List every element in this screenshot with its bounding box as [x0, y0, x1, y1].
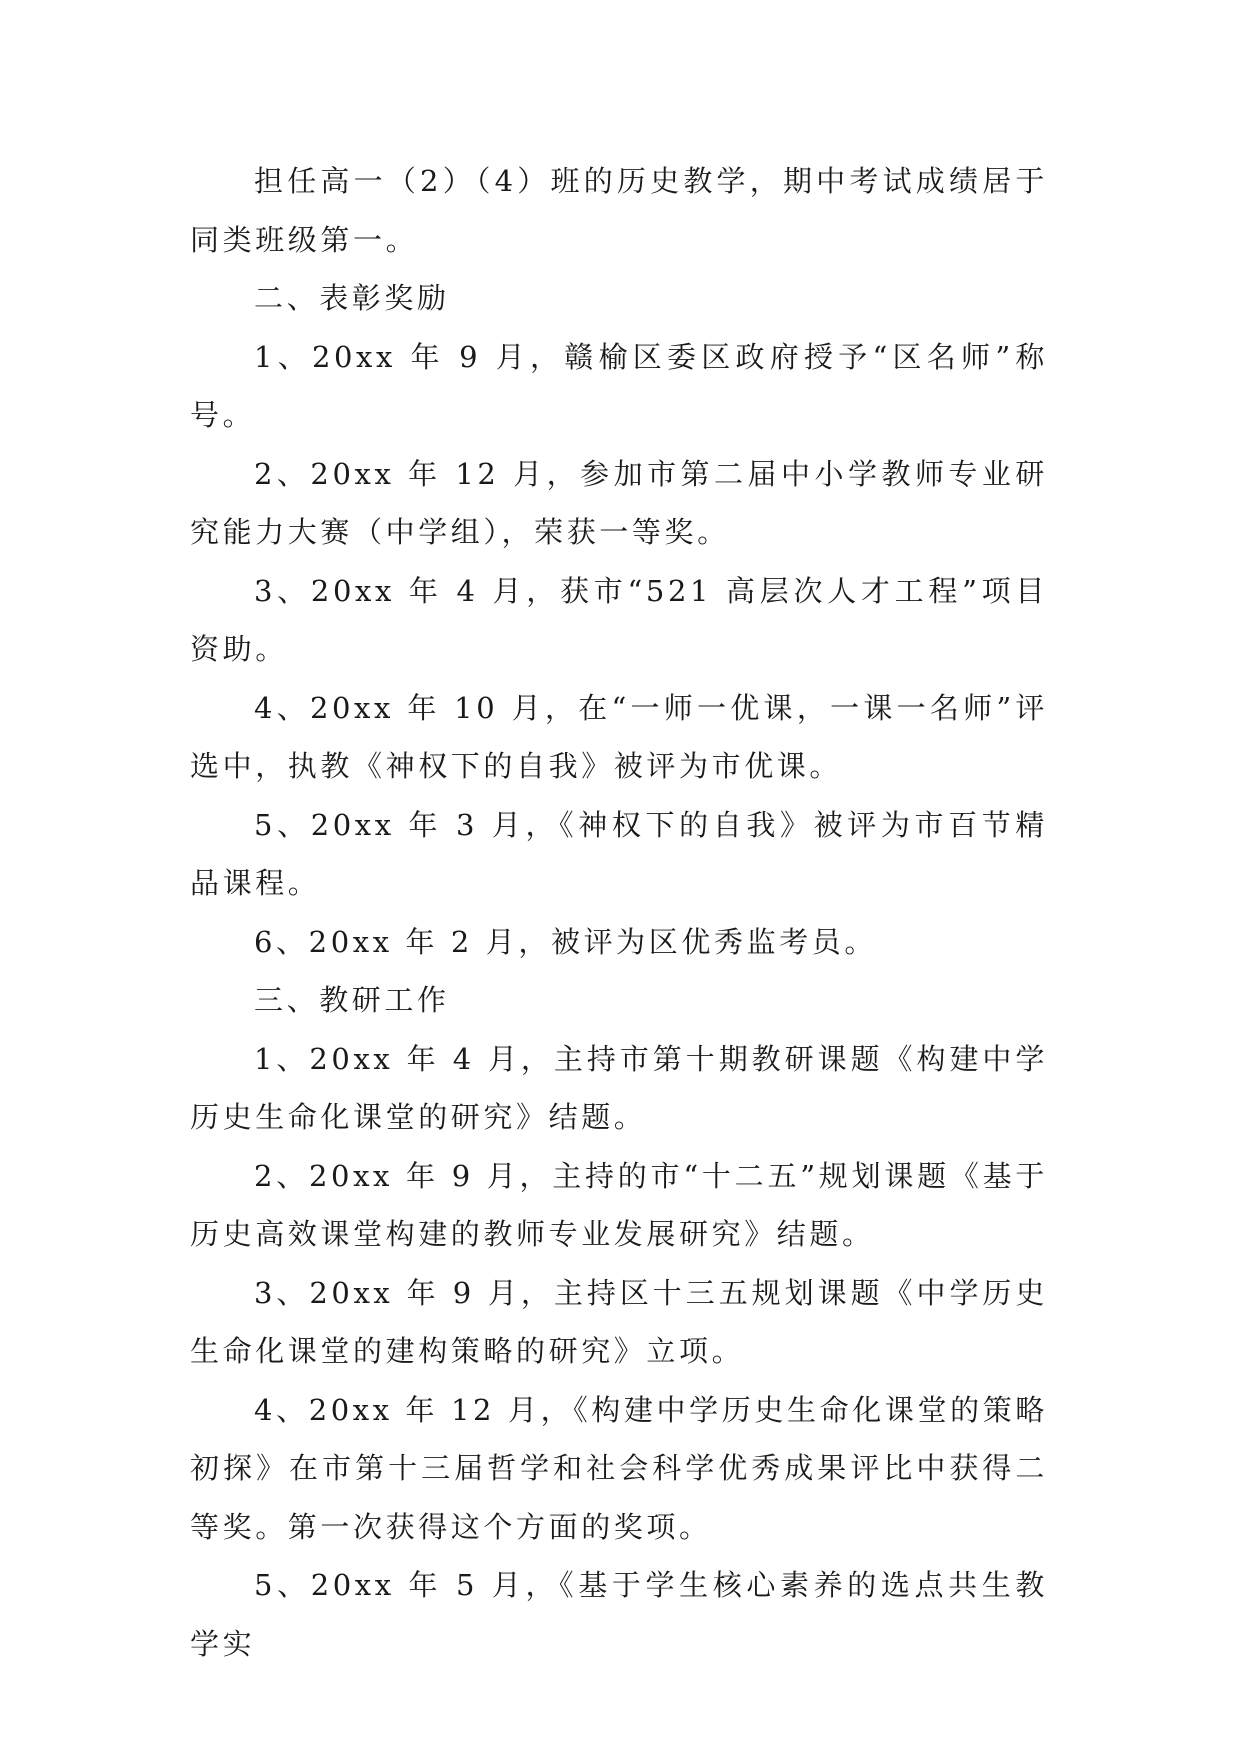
award-item-1: 1、20xx 年 9 月，赣榆区委区政府授予“区名师”称号。: [190, 339, 1048, 432]
research-item-2: 2、20xx 年 9 月，主持的市“十二五”规划课题《基于历史高效课堂构建的教师专业发展研究》结题。: [190, 1158, 1048, 1251]
section-heading-awards: 二、表彰奖励: [254, 281, 450, 315]
research-item-1: 1、20xx 年 4 月，主持市第十期教研课题《构建中学历史生命化课堂的研究》结题。: [190, 1041, 1048, 1134]
section-heading-research: 三、教研工作: [254, 983, 450, 1017]
award-item-2: 2、20xx 年 12 月，参加市第二届中小学教师专业研究能力大赛（中学组），荣获一等奖。: [190, 456, 1048, 549]
award-item-6: 6、20xx 年 2 月，被评为区优秀监考员。: [254, 924, 877, 959]
paragraph-teaching-duty: 担任高一（2）（4）班的历史教学，期中考试成绩居于同类班级第一。: [190, 164, 1048, 257]
research-item-4: 4、20xx 年 12 月，《构建中学历史生命化课堂的策略初探》在市第十三届哲学和社会科学优秀成果评比中获得二等奖。第一次获得这个方面的奖项。: [190, 1392, 1048, 1544]
award-item-3: 3、20xx 年 4 月，获市“521 高层次人才工程”项目资助。: [190, 573, 1048, 666]
award-item-4: 4、20xx 年 10 月，在“一师一优课，一课一名师”评选中，执教《神权下的自我》被评为市优课。: [190, 690, 1048, 783]
document-body: [190, 152, 1048, 1673]
award-item-5: 5、20xx 年 3 月，《神权下的自我》被评为市百节精品课程。: [190, 807, 1048, 900]
research-item-3: 3、20xx 年 9 月，主持区十三五规划课题《中学历史生命化课堂的建构策略的研究》立项。: [190, 1275, 1048, 1368]
research-item-5: 5、20xx 年 5 月，《基于学生核心素养的选点共生教学实: [190, 1568, 1048, 1661]
